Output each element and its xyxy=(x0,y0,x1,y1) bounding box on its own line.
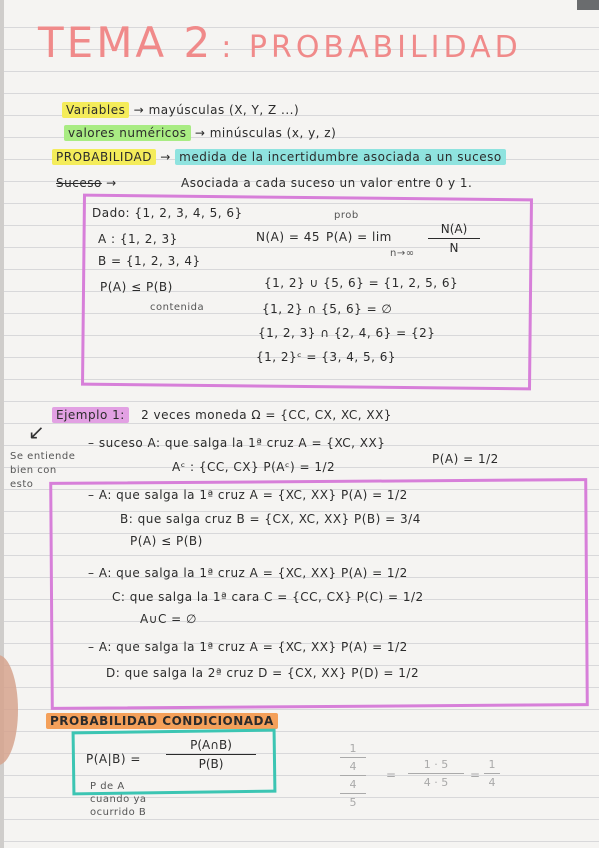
fraction-bar xyxy=(340,793,366,794)
contenida-note: contenida xyxy=(150,302,205,313)
definition-desc: minúsculas (x, y, z) xyxy=(209,126,337,140)
pa-limit: P(A) = lim xyxy=(326,230,392,244)
dado-set: Dado: {1, 2, 3, 4, 5, 6} xyxy=(92,206,243,220)
definition-suceso xyxy=(56,176,472,190)
n-to-infinity: n→∞ xyxy=(390,248,415,259)
example1-line-1: – suceso A: que salga la 1ª cruz A = {XC, XX} xyxy=(88,436,386,450)
set-a: A : {1, 2, 3} xyxy=(98,232,178,246)
union-example: {1, 2} ∪ {5, 6} = {1, 2, 5, 6} xyxy=(264,276,459,290)
intersection-example-1: {1, 2} ∩ {5, 6} = ∅ xyxy=(262,302,393,316)
example1-line-2: Aᶜ : {CC, CX} P(Aᶜ) = 1/2 xyxy=(172,460,336,474)
side-calc-fraction-b xyxy=(408,758,464,789)
conditional-lhs: P(A|B) = xyxy=(86,752,141,766)
limit-fraction xyxy=(428,222,480,255)
fraction-bar xyxy=(340,757,366,758)
pa-le-pb: P(A) ≤ P(B) xyxy=(100,280,173,294)
fraction-bar xyxy=(484,773,500,774)
definition-probabilidad xyxy=(52,150,506,164)
example1-pa: P(A) = 1/2 xyxy=(432,452,499,466)
example1-desc: 2 veces moneda Ω = {CC, CX, XC, XX} xyxy=(141,408,392,422)
conditional-heading-text: PROBABILIDAD CONDICIONADA xyxy=(46,713,278,729)
title-sub: : PROBABILIDAD xyxy=(221,30,522,65)
side-note-line: esto xyxy=(10,479,34,490)
side-note-line: bien con xyxy=(10,465,57,476)
calc-den: 5 xyxy=(349,796,357,809)
arrow-icon: → xyxy=(106,176,117,190)
fraction-denominator: N xyxy=(449,241,459,255)
conditional-note-line: P de A xyxy=(90,781,125,792)
fraction-denominator: P(B) xyxy=(198,757,224,771)
definition-desc: Asociada a cada suceso un valor entre 0 y 1. xyxy=(181,176,473,190)
definition-variables xyxy=(62,103,299,117)
page-title xyxy=(38,18,522,67)
example1-line-10: D: que salga la 2ª cruz D = {CX, XX} P(D) = 1/2 xyxy=(106,666,420,680)
fraction-numerator: P(A∩B) xyxy=(190,738,232,752)
example1-line-8: A∪C = ∅ xyxy=(140,612,198,626)
arrow-icon: → xyxy=(194,126,206,140)
definition-term: PROBABILIDAD xyxy=(52,149,156,165)
conditional-note-line: ocurrido B xyxy=(90,807,147,818)
calc-num: 1 xyxy=(349,742,357,755)
side-calc-fraction-a xyxy=(340,742,366,809)
fraction-numerator: N(A) xyxy=(440,222,468,236)
definition-term: Variables xyxy=(62,102,129,118)
side-calc-fraction-c xyxy=(484,758,500,789)
definition-valores xyxy=(64,126,336,140)
complement-example: {1, 2}ᶜ = {3, 4, 5, 6} xyxy=(256,350,396,364)
definition-term: valores numéricos xyxy=(64,125,191,141)
example1-line-7: C: que salga la 1ª cara C = {CC, CX} P(C) = 1/2 xyxy=(112,590,424,604)
conditional-note xyxy=(90,780,147,819)
side-note-line: Se entiende xyxy=(10,451,76,462)
calc-den: 4 xyxy=(349,778,357,791)
fraction-bar xyxy=(166,754,256,755)
curved-arrow-icon: ↙ xyxy=(28,420,45,444)
thumb xyxy=(0,655,18,765)
definition-desc: mayúsculas (X, Y, Z ...) xyxy=(148,103,300,117)
calc-den: 4 xyxy=(488,776,496,789)
conditional-heading xyxy=(46,714,278,728)
example1-label: Ejemplo 1: xyxy=(52,407,129,423)
arrow-icon: → xyxy=(160,150,171,164)
conditional-note-line: cuando ya xyxy=(90,794,147,805)
conditional-fraction xyxy=(166,738,256,771)
set-b: B = {1, 2, 3, 4} xyxy=(98,254,201,268)
na-value: N(A) = 45 xyxy=(256,230,321,244)
calc-equals: = xyxy=(386,768,397,782)
fraction-bar xyxy=(428,238,480,239)
fraction-bar xyxy=(408,773,464,774)
example1-line-6: – A: que salga la 1ª cruz A = {XC, XX} P(A) = 1/2 xyxy=(88,566,408,580)
intersection-example-2: {1, 2, 3} ∩ {2, 4, 6} = {2} xyxy=(258,326,436,340)
calc-num: 1 xyxy=(488,758,496,771)
example1-line-9: – A: que salga la 1ª cruz A = {XC, XX} P(A) = 1/2 xyxy=(88,640,408,654)
definition-desc: medida de la incertidumbre asociada a un suceso xyxy=(175,149,506,165)
prob-label: prob xyxy=(334,210,359,221)
binding-tape xyxy=(577,0,599,10)
definition-term: Suceso xyxy=(56,176,102,190)
arrow-icon: → xyxy=(133,103,145,117)
title-main: TEMA 2 xyxy=(38,18,214,67)
calc-num: 1 · 5 xyxy=(423,758,449,771)
calc-equals: = xyxy=(470,768,481,782)
calc-den: 4 · 5 xyxy=(423,776,449,789)
fraction-bar xyxy=(340,775,366,776)
calc-num: 4 xyxy=(349,760,357,773)
example1-line-3: – A: que salga la 1ª cruz A = {XC, XX} P(A) = 1/2 xyxy=(88,488,408,502)
example1-line-4: B: que salga cruz B = {CX, XC, XX} P(B) = 3/4 xyxy=(120,512,421,526)
example1-heading xyxy=(52,408,392,422)
example1-line-5: P(A) ≤ P(B) xyxy=(130,534,203,548)
